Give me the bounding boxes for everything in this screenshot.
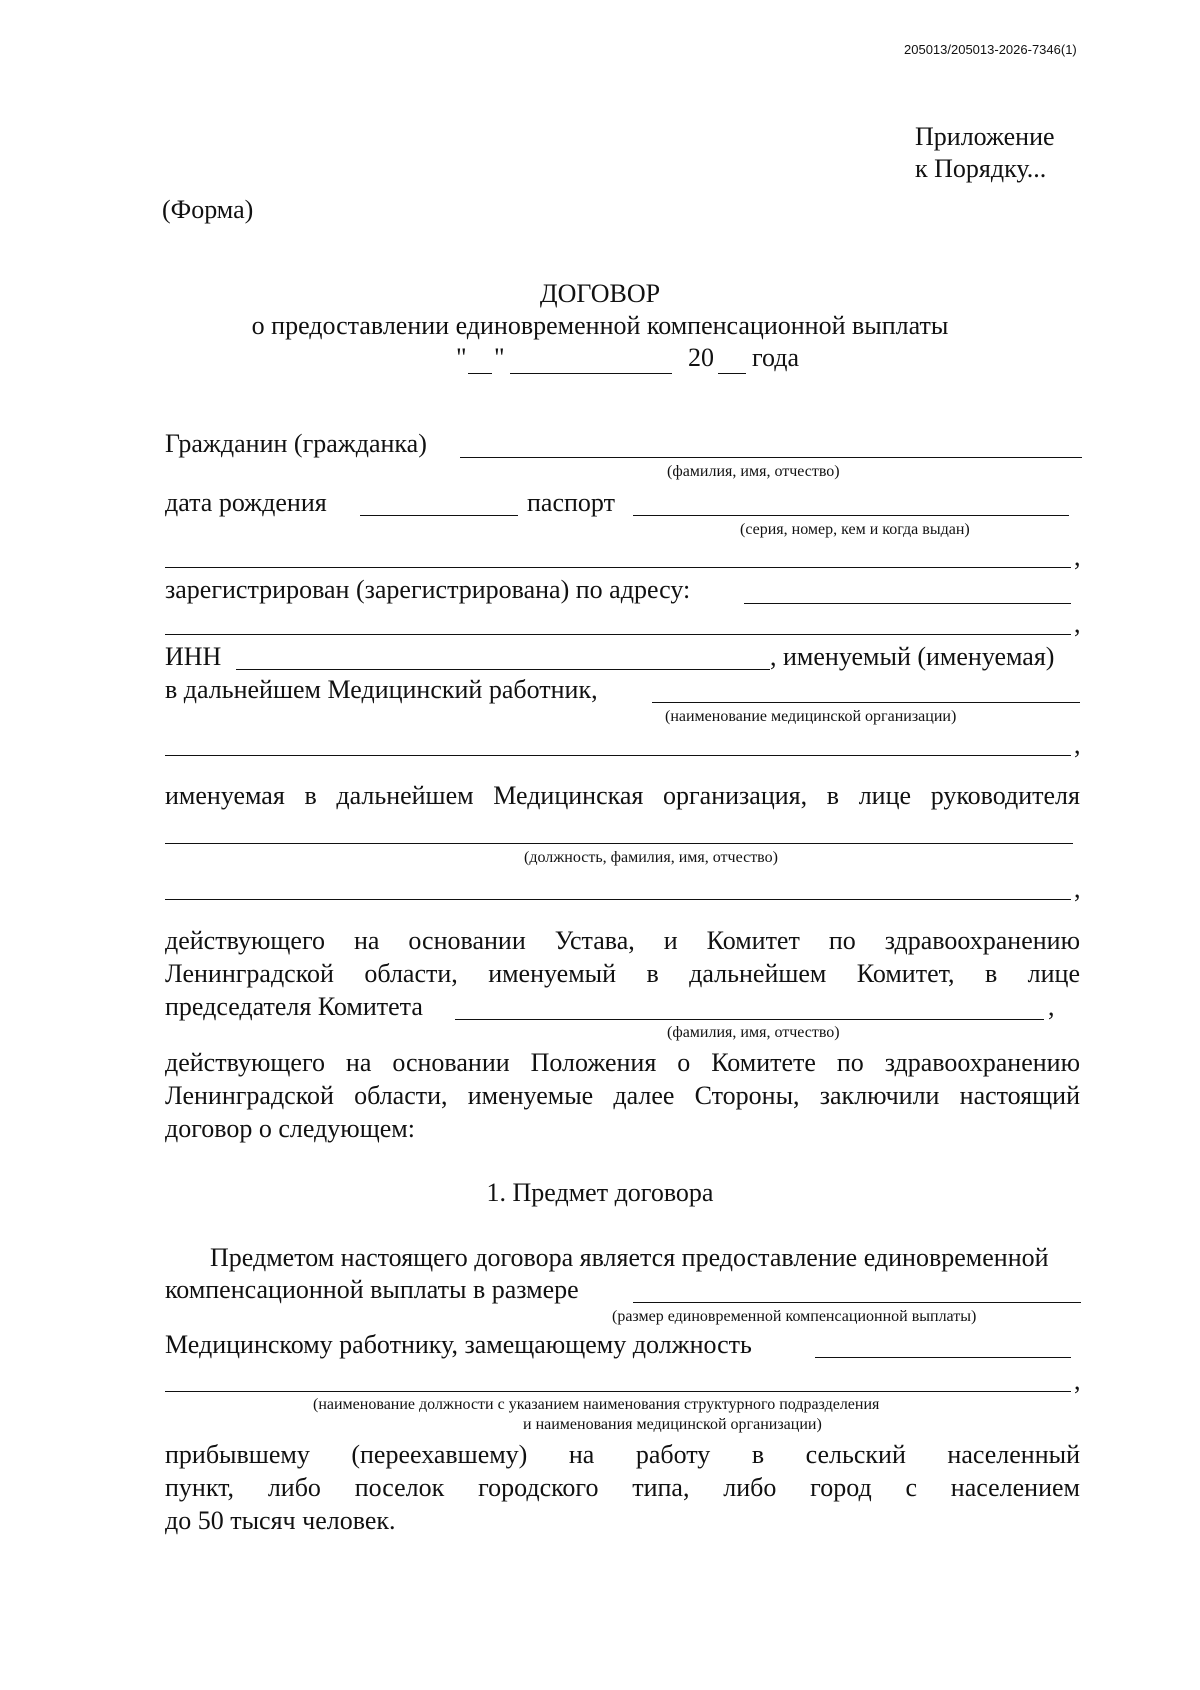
- comma: ,: [1048, 992, 1055, 1021]
- chairman-name-hint: (фамилия, имя, отчество): [667, 1024, 840, 1041]
- document-title: ДОГОВОР: [539, 279, 661, 308]
- para1-line2: Ленинградской области, именуемый в дальнейшем Комитет, в лице: [165, 959, 1080, 988]
- medorg-text: именуемая в дальнейшем Медицинская организация, в лице руководителя: [165, 781, 1080, 810]
- address-continuation-blank[interactable]: [165, 634, 1071, 635]
- section1-line1: Предметом настоящего договора является предоставление единовременной: [210, 1243, 1049, 1272]
- comma: ,: [1074, 609, 1081, 638]
- medorg-name-blank[interactable]: [652, 702, 1080, 703]
- section1-heading: 1. Предмет договора: [486, 1178, 714, 1207]
- document-subtitle: о предоставлении единовременной компенсационной выплаты: [251, 311, 949, 340]
- position-blank[interactable]: [815, 1357, 1071, 1358]
- section1-line5: пункт, либо поселок городского типа, либо город с населением: [165, 1473, 1080, 1502]
- appendix-reference: к Порядку...: [915, 154, 1047, 183]
- position-hint-line2: и наименования медицинской организации): [523, 1416, 822, 1433]
- comma: ,: [1074, 1366, 1081, 1395]
- citizen-label: Гражданин (гражданка): [165, 429, 427, 458]
- amount-hint: (размер единовременной компенсационной выплаты): [612, 1308, 977, 1325]
- inn-suffix: , именуемый (именуемая): [770, 642, 1055, 671]
- passport-hint: (серия, номер, кем и когда выдан): [740, 521, 970, 538]
- birth-date-blank[interactable]: [360, 515, 518, 516]
- medorg-name-hint: (наименование медицинской организации): [665, 708, 957, 725]
- para2-line1: действующего на основании Положения о Комитете по здравоохранению: [165, 1048, 1080, 1077]
- section1-line3: Медицинскому работнику, замещающему должность: [165, 1330, 752, 1359]
- passport-continuation-blank[interactable]: [165, 567, 1071, 568]
- position-hint-line1: (наименование должности с указанием наименования структурного подразделения: [313, 1396, 880, 1413]
- appendix-title: Приложение: [915, 122, 1055, 151]
- date-year-suffix: года: [752, 343, 800, 372]
- comma: ,: [1074, 874, 1081, 903]
- medworker-label: в дальнейшем Медицинский работник,: [165, 675, 598, 704]
- date-month-blank[interactable]: [510, 373, 672, 374]
- comma: ,: [1074, 542, 1081, 571]
- date-quote-close: ": [494, 343, 505, 372]
- passport-label: паспорт: [527, 488, 615, 517]
- chairman-name-blank[interactable]: [455, 1019, 1044, 1020]
- head-continuation-blank[interactable]: [165, 899, 1071, 900]
- medorg-continuation-blank[interactable]: [165, 755, 1071, 756]
- para2-line3: договор о следующем:: [165, 1114, 415, 1143]
- head-blank[interactable]: [165, 843, 1073, 844]
- form-label: (Форма): [162, 195, 254, 224]
- section1-line6: до 50 тысяч человек.: [165, 1506, 396, 1535]
- date-year-blank[interactable]: [718, 373, 746, 374]
- birth-date-label: дата рождения: [165, 488, 327, 517]
- passport-blank[interactable]: [633, 515, 1069, 516]
- citizen-name-hint: (фамилия, имя, отчество): [667, 463, 840, 480]
- inn-label: ИНН: [165, 642, 222, 671]
- para1-line1: действующего на основании Устава, и Комитет по здравоохранению: [165, 926, 1080, 955]
- citizen-name-blank[interactable]: [460, 457, 1082, 458]
- address-label: зарегистрирован (зарегистрирована) по адресу:: [165, 575, 691, 604]
- document-id: 205013/205013-2026-7346(1): [904, 42, 1077, 57]
- address-blank[interactable]: [744, 603, 1071, 604]
- date-year-prefix: 20: [688, 343, 714, 372]
- section1-line2: компенсационной выплаты в размере: [165, 1275, 579, 1304]
- para2-line2: Ленинградской области, именуемые далее Стороны, заключили настоящий: [165, 1081, 1080, 1110]
- position-continuation-blank[interactable]: [165, 1391, 1071, 1392]
- date-day-blank[interactable]: [468, 373, 492, 374]
- head-hint: (должность, фамилия, имя, отчество): [524, 849, 778, 866]
- para1-line3: председателя Комитета: [165, 992, 423, 1021]
- comma: ,: [1074, 730, 1081, 759]
- section1-line4: прибывшему (переехавшему) на работу в сельский населенный: [165, 1440, 1080, 1469]
- amount-blank[interactable]: [633, 1302, 1081, 1303]
- inn-blank[interactable]: [236, 669, 770, 670]
- date-quote-open: ": [456, 343, 467, 372]
